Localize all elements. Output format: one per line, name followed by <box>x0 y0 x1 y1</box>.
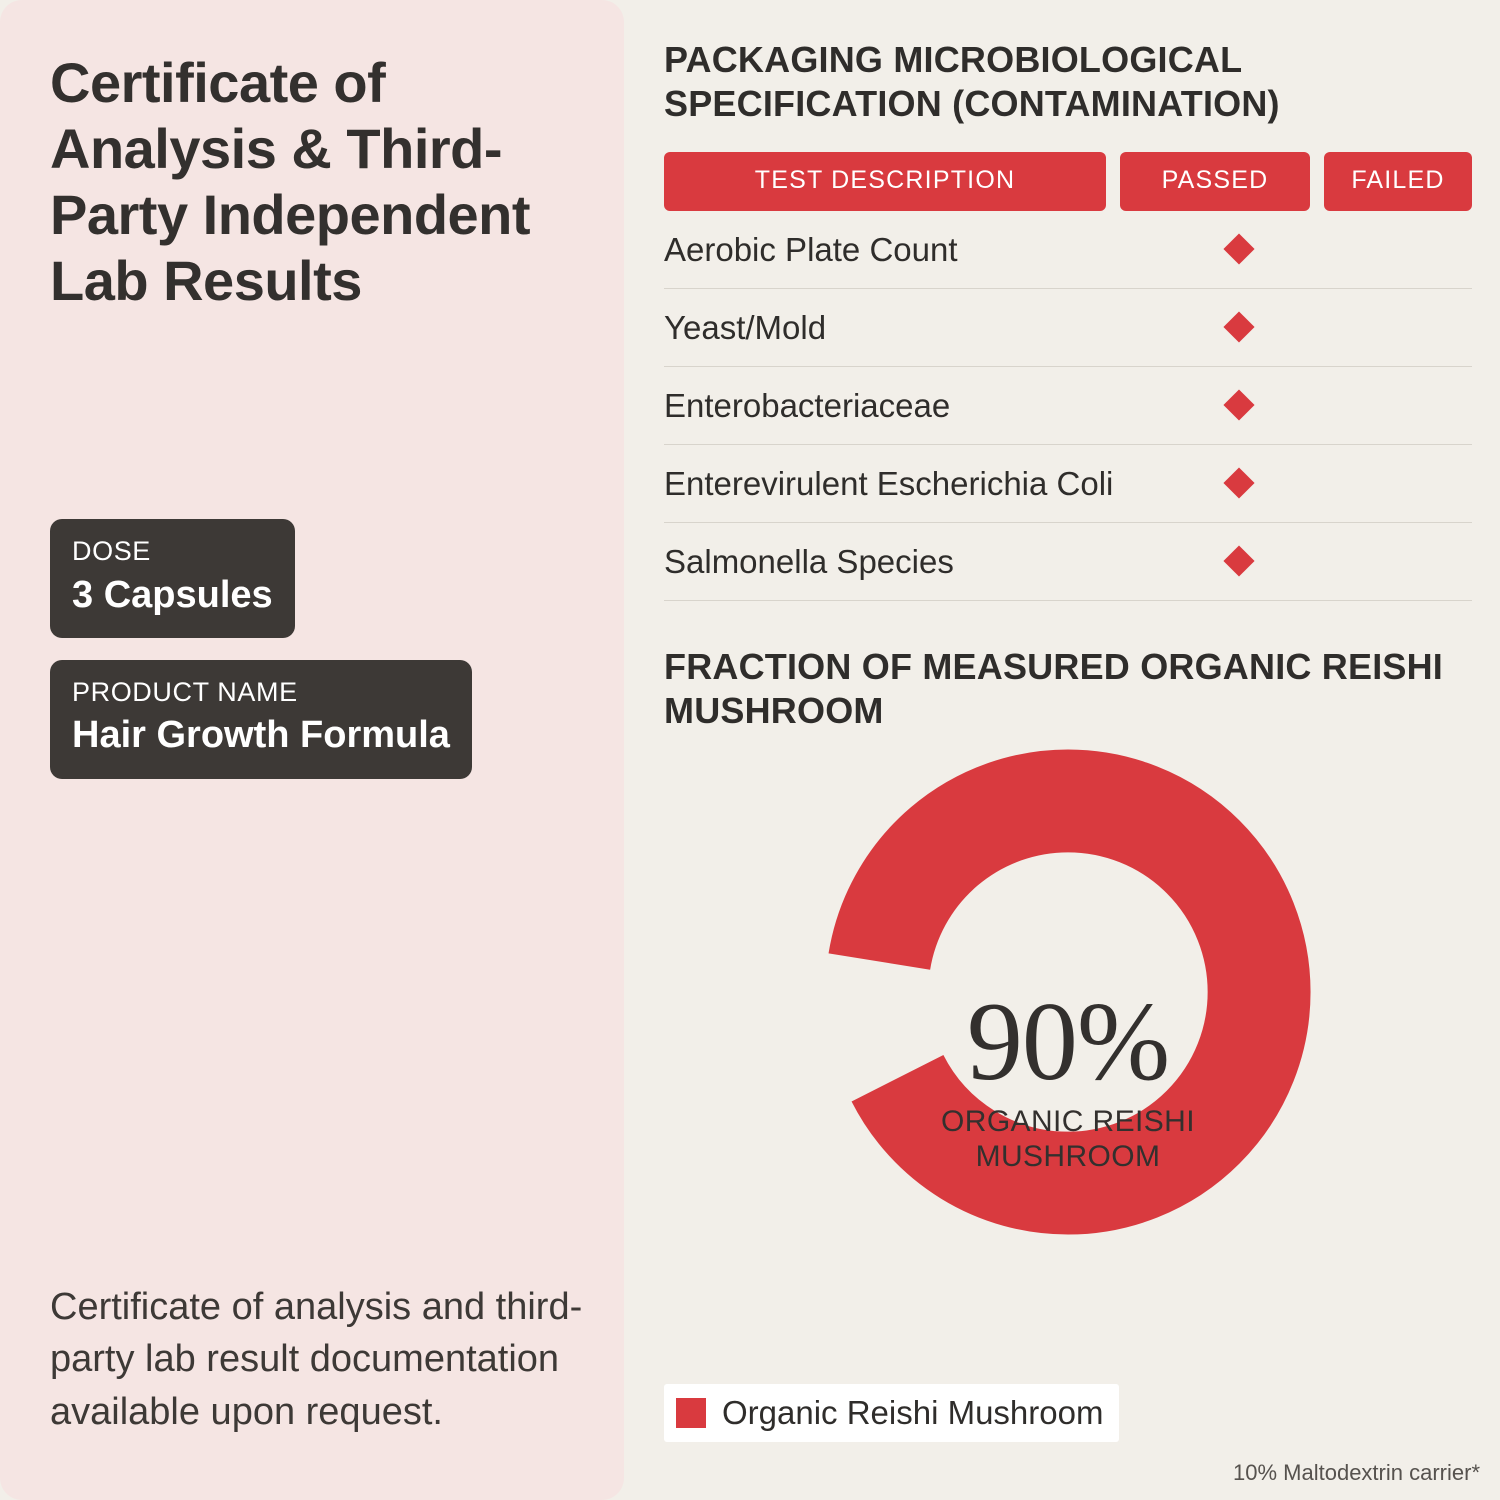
dose-badge-label: DOSE <box>72 536 151 567</box>
dose-badge <box>50 519 295 638</box>
legend-swatch-icon <box>676 1398 706 1428</box>
diamond-icon <box>1223 312 1254 343</box>
passed-cell <box>1164 550 1314 572</box>
right-panel <box>624 0 1500 1500</box>
test-description: Enterevirulent Escherichia Coli <box>664 464 1114 502</box>
table-header <box>664 152 1472 211</box>
donut-percent: 90% <box>966 979 1170 1104</box>
product-name-badge-value: Hair Growth Formula <box>72 714 450 757</box>
table-row <box>664 445 1472 523</box>
column-header-test-description: TEST DESCRIPTION <box>664 152 1106 211</box>
table-row <box>664 289 1472 367</box>
dose-badge-value: 3 Capsules <box>72 573 273 616</box>
column-header-failed: FAILED <box>1324 152 1472 211</box>
table-row <box>664 211 1472 289</box>
legend-label: Organic Reishi Mushroom <box>722 1394 1104 1431</box>
fraction-heading: FRACTION OF MEASURED ORGANIC REISHI MUSHROOM <box>664 645 1444 731</box>
passed-cell <box>1164 472 1314 494</box>
carrier-note: 10% Maltodextrin carrier* <box>1233 1460 1480 1485</box>
test-description: Yeast/Mold <box>664 308 827 346</box>
chart-legend <box>664 1384 1119 1442</box>
passed-cell <box>1164 316 1314 338</box>
donut-subtitle: ORGANIC REISHI MUSHROOM <box>941 1105 1195 1173</box>
diamond-icon <box>1223 468 1254 499</box>
table-row <box>664 367 1472 445</box>
passed-cell <box>1164 238 1314 260</box>
diamond-icon <box>1223 234 1254 265</box>
passed-cell <box>1164 394 1314 416</box>
product-name-badge-label: PRODUCT NAME <box>72 677 298 708</box>
table-row <box>664 523 1472 601</box>
donut-center-label <box>898 979 1238 1175</box>
test-description: Enterobacteriaceae <box>664 386 951 424</box>
left-panel <box>0 0 624 1500</box>
diamond-icon <box>1223 390 1254 421</box>
column-header-passed: PASSED <box>1120 152 1310 211</box>
test-results-table <box>664 211 1472 601</box>
badge-group <box>50 519 574 779</box>
test-description: Salmonella Species <box>664 542 954 580</box>
test-description: Aerobic Plate Count <box>664 230 958 268</box>
diamond-icon <box>1223 546 1254 577</box>
page-title: Certificate of Analysis & Third-Party Independent Lab Results <box>50 51 531 313</box>
availability-note: Certificate of analysis and third-party lab result documentation available upon request. <box>50 1285 583 1433</box>
product-name-badge <box>50 660 472 779</box>
donut-chart <box>664 739 1472 1299</box>
spec-heading: PACKAGING MICROBIOLOGICAL SPECIFICATION (CONTAMINATION) <box>664 39 1280 124</box>
